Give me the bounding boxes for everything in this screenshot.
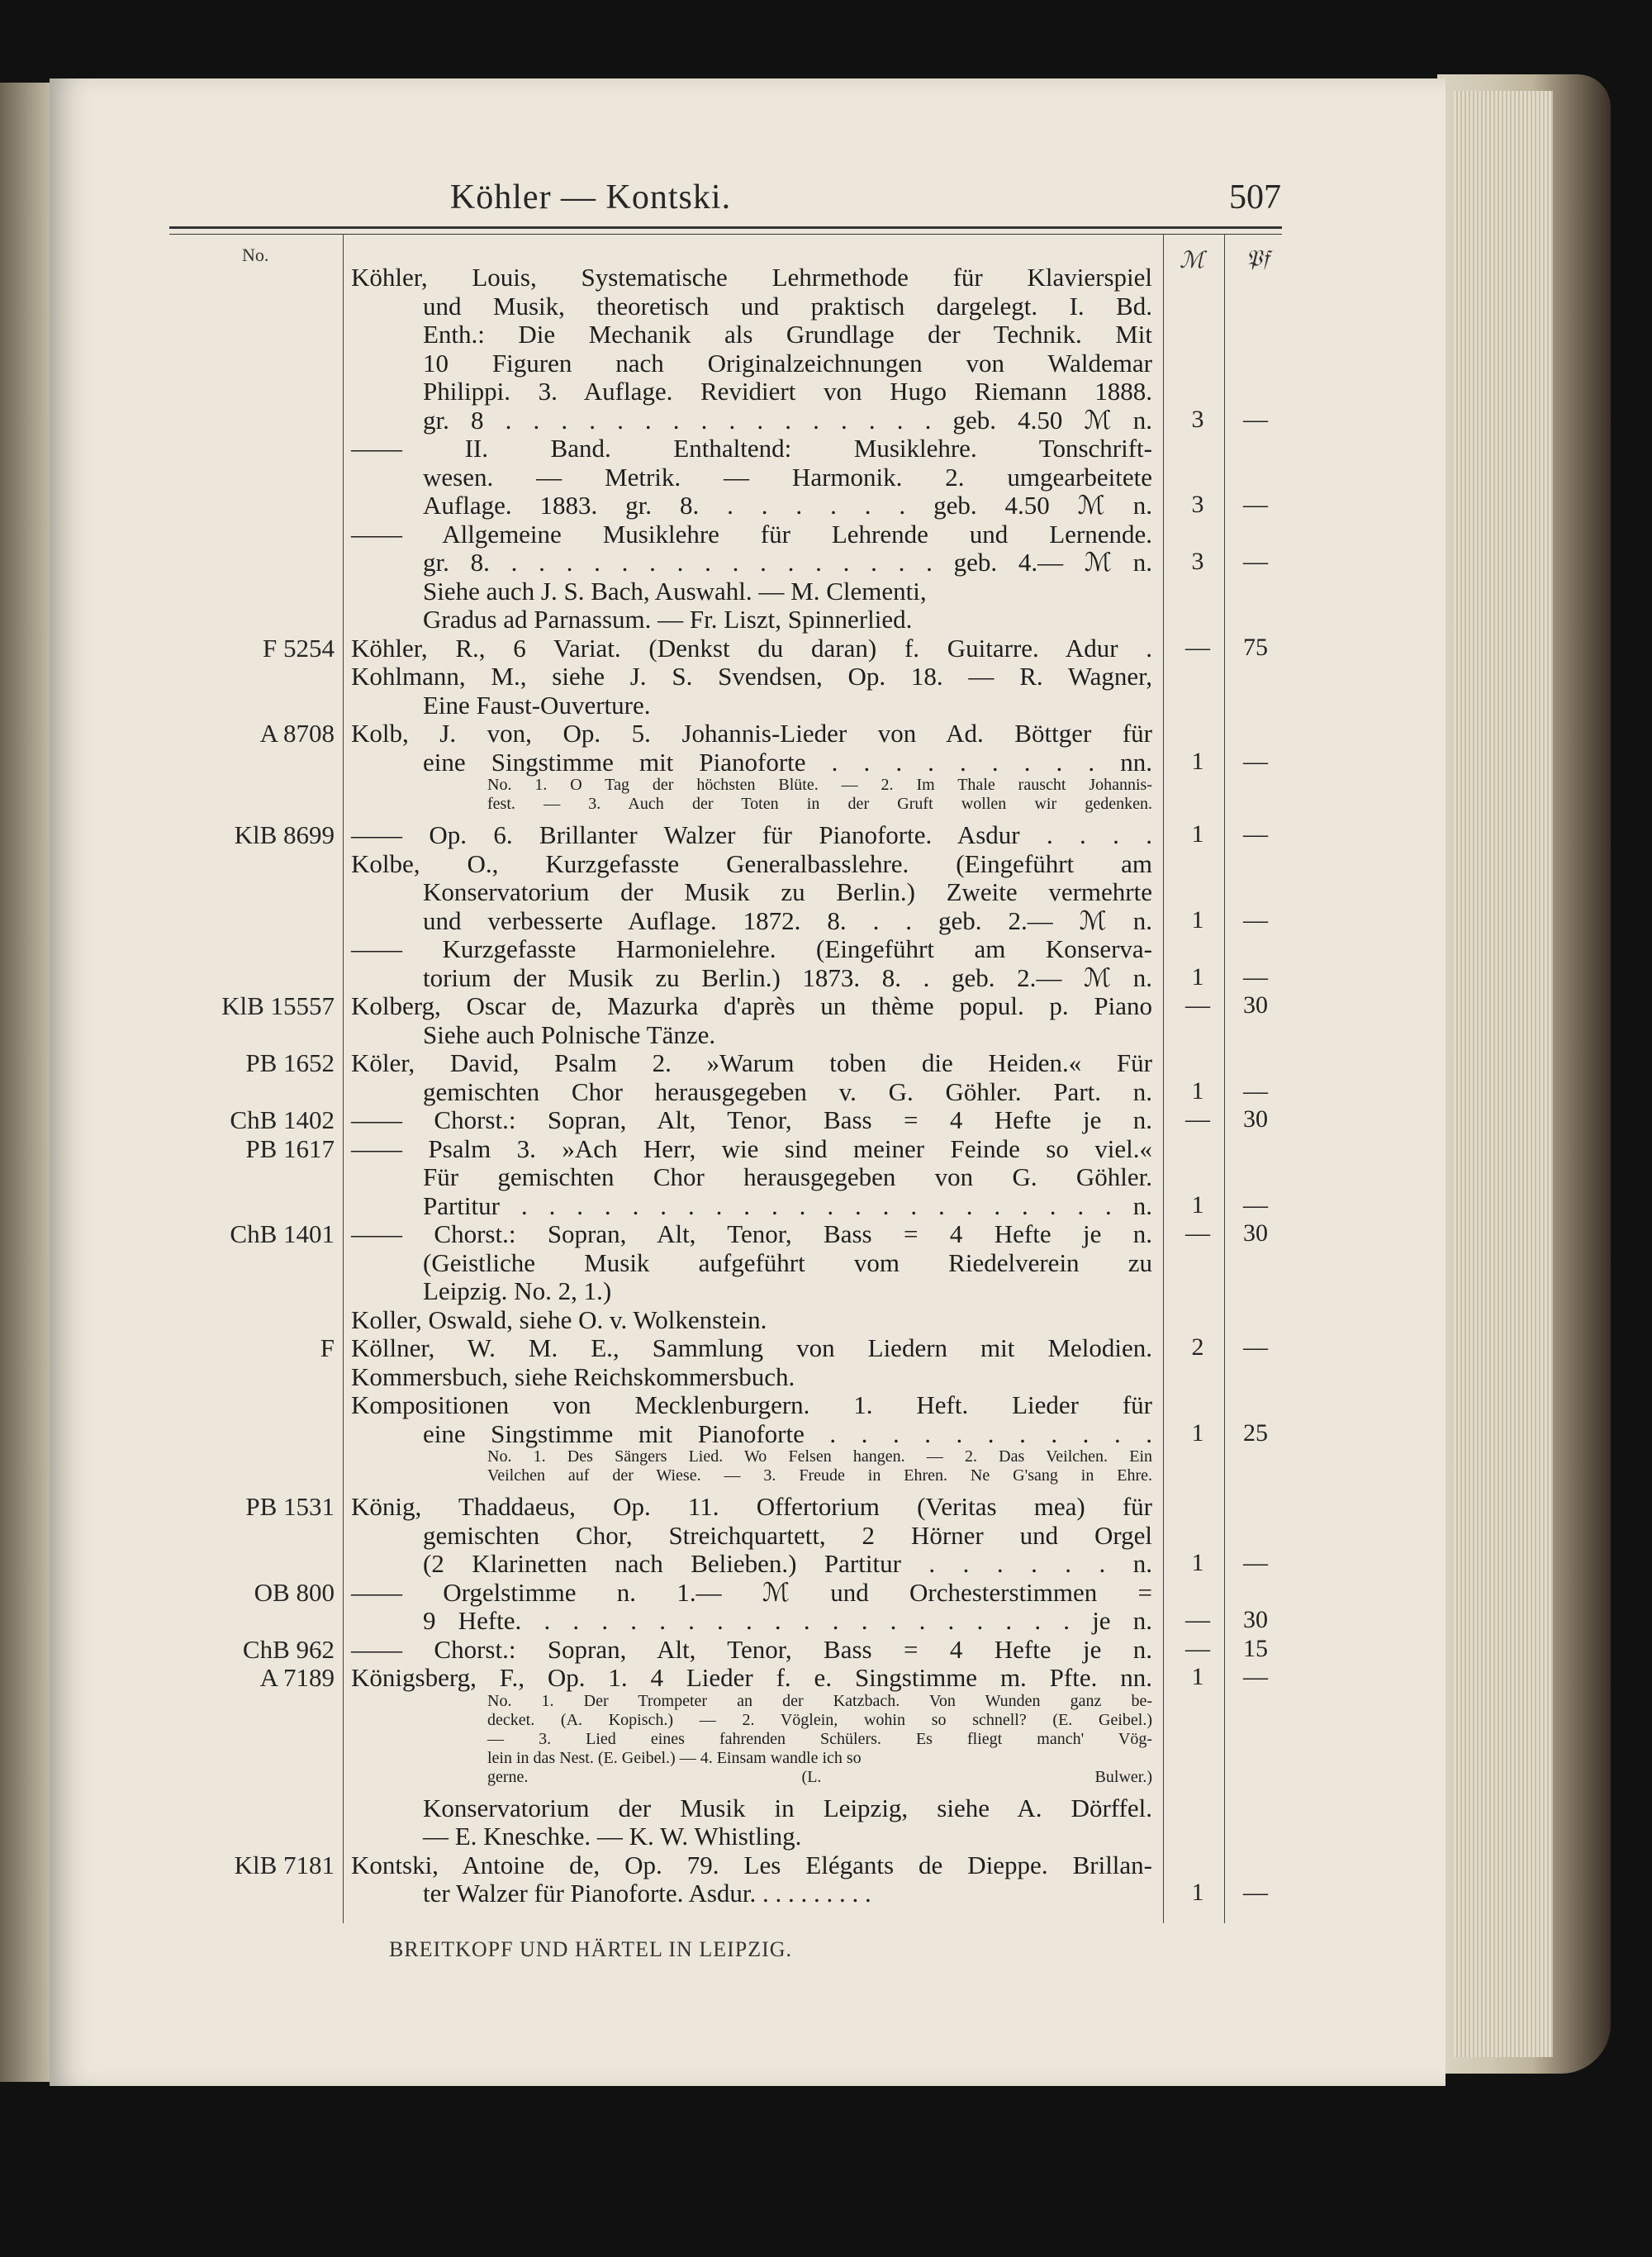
price-pfennig: — [1243,548,1268,575]
entry-text: —— Chorst.: Sopran, Alt, Tenor, Bass = 4 Hefte je n. [351,1219,1152,1248]
entry-text: Enth.: Die Mechanik als Grundlage der Technik. Mit [423,320,1152,349]
entry-text: —— Allgemeine Musiklehre für Lehrende und Lernende. [351,519,1152,549]
catalog-number: PB 1652 [245,1048,335,1077]
entry-text: wesen. — Metrik. — Harmonik. 2. umgearbeitete [423,462,1152,492]
entry-text: Leipzig. No. 2, 1.) [423,1276,612,1305]
price-marks: 2 [1191,1333,1204,1361]
price-pfennig: — [1243,1663,1268,1690]
entry-text: ter Walzer für Pianoforte. Asdur. . . . . . . . . . [423,1879,871,1908]
marks-column-header: ℳ [1180,248,1204,273]
price-pfennig: — [1243,1333,1268,1361]
entry-text: Kontski, Antoine de, Op. 79. Les Elégants de Dieppe. Brillan- [351,1850,1152,1879]
catalog-number: ChB 1402 [230,1105,335,1134]
entry-text: Konservatorium der Musik zu Berlin.) Zweite vermehrte [423,877,1152,906]
entry-text: Gradus ad Parnassum. — Fr. Liszt, Spinnerlied. [423,605,913,634]
price-marks: 3 [1191,405,1204,433]
price-pfennig: — [1243,491,1268,518]
price-marks: — [1185,633,1210,661]
catalog-number: OB 800 [254,1577,335,1607]
entry-text: und verbesserte Auflage. 1872. 8. . . geb. 2.— ℳ n. [423,905,1152,935]
pfennig-column-header: 𝔓𝔣 [1246,246,1270,272]
entry-text: Konservatorium der Musik in Leipzig, siehe A. Dörffel. [423,1793,1152,1822]
price-marks: 1 [1191,1076,1204,1105]
price-pfennig: — [1243,962,1268,991]
page-stack [1454,91,1553,2057]
price-pfennig: — [1243,1076,1268,1105]
entry-text: No. 1. Der Trompeter an der Katzbach. Von Wunden ganz be- [487,1691,1152,1710]
price-marks: 1 [1191,1190,1204,1219]
entry-text: König, Thaddaeus, Op. 11. Offertorium (Veritas mea) für [351,1492,1152,1521]
entry-text: Köhler, Louis, Systematische Lehrmethode für Klavierspiel [351,263,1152,292]
column-divider-marks [1224,234,1225,1923]
catalog-number: F 5254 [263,633,335,663]
catalog-number: PB 1531 [245,1492,335,1521]
entry-text: gerne. (L. Bulwer.) [487,1767,1152,1786]
entry-text: —— Orgelstimme n. 1.— ℳ und Orchesterstimmen = [351,1577,1152,1607]
catalog-number: F [320,1333,335,1362]
price-marks: — [1185,1606,1210,1633]
entry-text: Königsberg, F., Op. 1. 4 Lieder f. e. Singstimme m. Pfte. nn. [351,1663,1152,1692]
price-marks: 1 [1191,820,1204,848]
entry-text: —— Kurzgefasste Harmonielehre. (Eingeführt am Konserva- [351,934,1152,963]
entry-text: decket. (A. Kopisch.) — 2. Vöglein, wohin so schnell? (E. Geibel.) [487,1710,1152,1729]
entry-text: —— Chorst.: Sopran, Alt, Tenor, Bass = 4 Hefte je n. [351,1105,1152,1134]
price-marks: 1 [1191,747,1204,775]
price-pfennig: 15 [1243,1634,1268,1662]
entry-text: Köllner, W. M. E., Sammlung von Liedern mit Melodien. [351,1333,1152,1362]
entry-text: — E. Kneschke. — K. W. Whistling. [423,1822,802,1851]
price-pfennig: 30 [1243,1219,1268,1247]
entry-text: Kommersbuch, siehe Reichskommersbuch. [351,1361,795,1391]
catalog-number: ChB 1401 [230,1219,335,1248]
price-pfennig: 25 [1243,1418,1268,1447]
header-rule-thin [169,234,1282,235]
running-header: Köhler — Kontski. [449,178,732,216]
price-marks: — [1185,1219,1210,1247]
catalog-number: ChB 962 [242,1634,335,1664]
entry-text: gr. 8. . . . . . . . . . . . . . . . . geb. 4.— ℳ n. [423,548,1152,577]
entry-text: 9 Hefte. . . . . . . . . . . . . . . . . . . . je n. [423,1606,1152,1635]
entry-text: eine Singstimme mit Pianoforte . . . . . . . . . . . [423,1418,1152,1448]
price-marks: 1 [1191,1879,1204,1906]
entry-text: Auflage. 1883. gr. 8. . . . . . . geb. 4.50 ℳ n. [423,491,1152,520]
entry-text: fest. — 3. Auch der Toten in der Gruft wollen wir gedenken. [487,795,1152,813]
price-marks: 1 [1191,1418,1204,1447]
catalog-number: A 8708 [259,719,335,748]
entry-text: Köler, David, Psalm 2. »Warum toben die Heiden.« Für [351,1048,1152,1077]
entry-text: Siehe auch Polnische Tänze. [423,1019,716,1049]
entry-text: gr. 8 . . . . . . . . . . . . . . . . geb. 4.50 ℳ n. [423,405,1152,435]
entry-text: lein in das Nest. (E. Geibel.) — 4. Einsam wandle ich so [487,1748,862,1767]
entry-text: Veilchen auf der Wiese. — 3. Freude in Ehren. Ne G'sang in Ehre. [487,1466,1152,1485]
price-marks: 1 [1191,1549,1204,1576]
column-divider-number [343,234,344,1923]
price-marks: 1 [1191,905,1204,934]
entry-text: 10 Figuren nach Originalzeichnungen von Waldemar [423,348,1152,378]
catalog-number: KlB 15557 [221,991,335,1020]
entry-text: Philippi. 3. Auflage. Revidiert von Hugo Riemann 1888. [423,377,1152,406]
price-pfennig: — [1243,1190,1268,1219]
price-marks: 3 [1191,548,1204,575]
entry-text: gemischten Chor, Streichquartett, 2 Hörner und Orgel [423,1520,1152,1550]
column-divider-text [1163,234,1164,1923]
catalog-number: KlB 7181 [234,1850,335,1879]
entry-text: Kolberg, Oscar de, Mazurka d'après un thème popul. p. Piano [351,991,1152,1020]
entry-text: —— Psalm 3. »Ach Herr, wie sind meiner Feinde so viel.« [351,1133,1152,1163]
entry-text: No. 1. Des Sängers Lied. Wo Felsen hangen. — 2. Das Veilchen. Ein [487,1447,1152,1466]
price-pfennig: — [1243,1879,1268,1906]
entry-text: Siehe auch J. S. Bach, Auswahl. — M. Clementi, [423,576,927,606]
entry-text: gemischten Chor herausgegeben v. G. Göhler. Part. n. [423,1076,1152,1106]
entry-text: Eine Faust-Ouverture. [423,690,651,720]
price-marks: — [1185,991,1210,1019]
entry-text: Kohlmann, M., siehe J. S. Svendsen, Op. 18. — R. Wagner, [351,662,1152,691]
price-marks: 1 [1191,962,1204,991]
price-pfennig: — [1243,747,1268,775]
entry-text: — 3. Lied eines fahrenden Schülers. Es fliegt manch' Vög- [487,1729,1152,1748]
entry-text: —— Op. 6. Brillanter Walzer für Pianoforte. Asdur . . . . [351,820,1152,849]
entry-text: eine Singstimme mit Pianoforte . . . . . . . . . nn. [423,747,1152,777]
header-rule [169,226,1282,229]
catalog-number: KlB 8699 [234,820,335,849]
entry-text: (Geistliche Musik aufgeführt vom Riedelverein zu [423,1247,1152,1277]
publisher-footer: BREITKOPF UND HÄRTEL IN LEIPZIG. [388,1937,793,1961]
price-marks: 1 [1191,1663,1204,1690]
entry-text: Kolbe, O., Kurzgefasste Generalbasslehre. (Eingeführt am [351,848,1152,878]
price-pfennig: — [1243,820,1268,848]
entry-text: —— Chorst.: Sopran, Alt, Tenor, Bass = 4 Hefte je n. [351,1634,1152,1664]
entry-text: Kompositionen von Mecklenburgern. 1. Heft. Lieder für [351,1390,1152,1419]
book-page-edges [1437,74,1611,2074]
entry-text: Partitur . . . . . . . . . . . . . . . . . . . . . . n. [423,1190,1152,1220]
page-number: 507 [1229,178,1281,216]
entry-text: Koller, Oswald, siehe O. v. Wolkenstein. [351,1304,767,1334]
price-pfennig: — [1243,1549,1268,1576]
price-marks: 3 [1191,491,1204,518]
entry-text: torium der Musik zu Berlin.) 1873. 8. . geb. 2.— ℳ n. [423,962,1152,992]
entry-text: No. 1. O Tag der höchsten Blüte. — 2. Im Thale rauscht Johannis- [487,776,1152,794]
catalog-number: PB 1617 [245,1133,335,1163]
price-marks: — [1185,1634,1210,1662]
price-pfennig: 30 [1243,1606,1268,1633]
price-pfennig: — [1243,905,1268,934]
catalog-number: A 7189 [259,1663,335,1692]
entry-text: Kolb, J. von, Op. 5. Johannis-Lieder von Ad. Böttger für [351,719,1152,748]
entry-text: —— II. Band. Enthaltend: Musiklehre. Tonschrift- [351,434,1152,463]
entry-text: (2 Klarinetten nach Belieben.) Partitur . . . . . . n. [423,1549,1152,1578]
price-pfennig: — [1243,405,1268,433]
number-column-header: No. [242,245,269,265]
price-pfennig: 75 [1243,633,1268,661]
price-marks: — [1185,1105,1210,1133]
entry-text: Für gemischten Chor herausgegeben von G. Göhler. [423,1162,1152,1191]
price-pfennig: 30 [1243,991,1268,1019]
price-pfennig: 30 [1243,1105,1268,1133]
entry-text: und Musik, theoretisch und praktisch dargelegt. I. Bd. [423,291,1152,321]
entry-text: Köhler, R., 6 Variat. (Denkst du daran) f. Guitarre. Adur . [351,633,1152,663]
